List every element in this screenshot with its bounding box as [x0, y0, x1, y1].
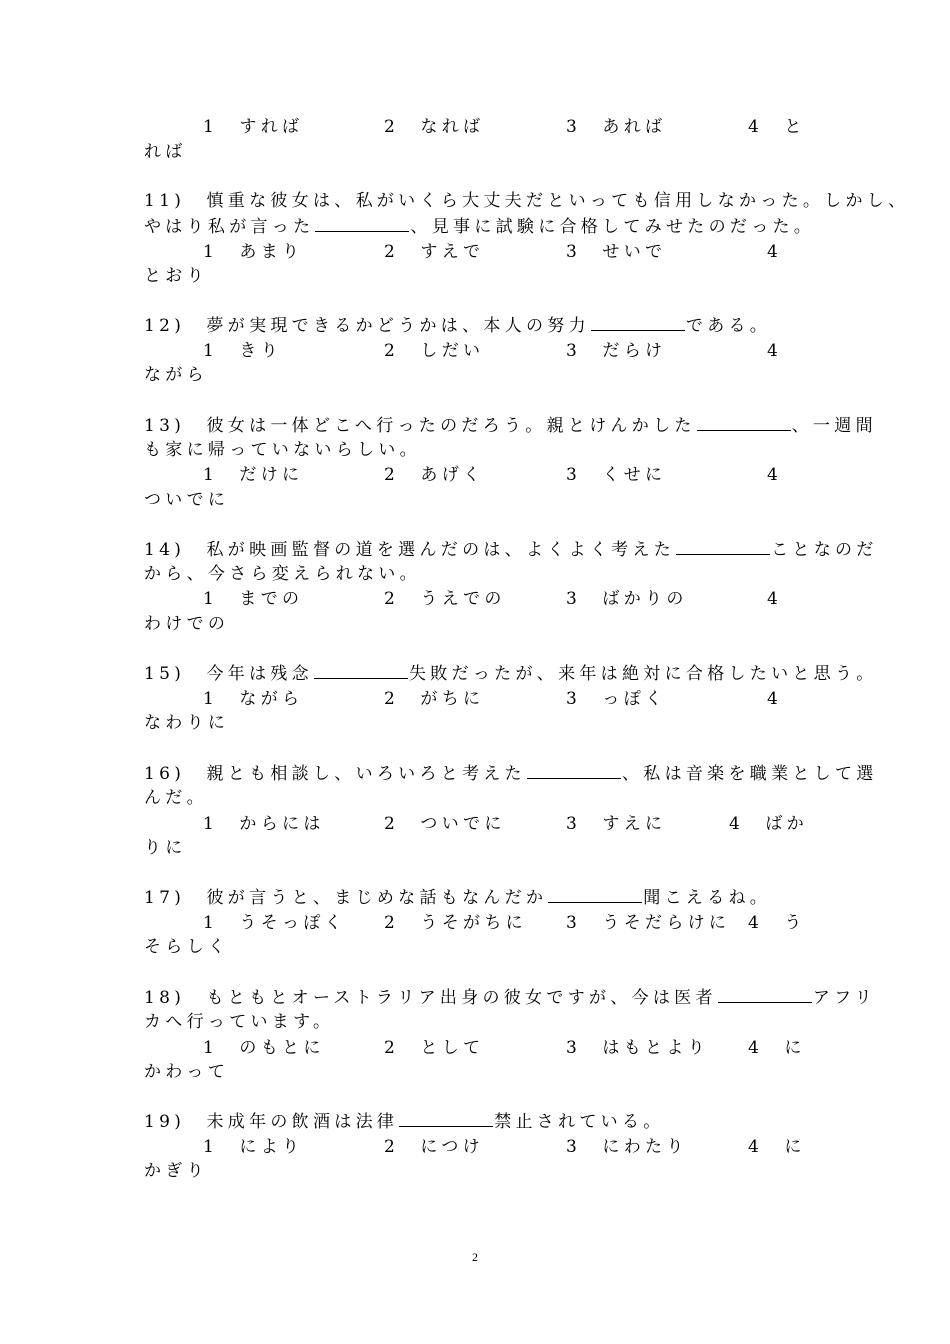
question-text: [144, 537, 878, 562]
answer-blank: [591, 313, 685, 331]
option-wrap: ながら: [144, 365, 208, 385]
question-text: [144, 786, 208, 810]
answer-blank: [548, 885, 642, 903]
question-number: 18): [144, 988, 186, 1008]
question-text-part: 、私は音楽を職業として選: [621, 764, 878, 784]
option-4: 4: [767, 689, 783, 709]
question-text-part: 彼が言うと、まじめな話もなんだか: [206, 888, 548, 908]
question-text-part: やはり私が言った: [144, 217, 315, 237]
question-text: [144, 214, 815, 239]
question-text: [144, 761, 878, 786]
option-4: 4 に: [748, 1137, 806, 1157]
option-wrap: ついでに: [144, 490, 230, 510]
question-text-part: 親とも相談し、いろいろと考えた: [206, 764, 526, 784]
question-text-part: 今年は残念: [206, 664, 313, 684]
question-number: 15): [144, 664, 186, 684]
question-number: 11): [144, 191, 186, 211]
option-wrap: わけでの: [144, 614, 230, 634]
question-text-part: 失敗だったが、来年は絶対に合格したいと思う。: [408, 664, 878, 684]
question-number: 17): [144, 888, 186, 908]
question-text-part: カへ行っています。: [144, 1012, 335, 1032]
option-4: 4 に: [748, 1038, 806, 1058]
question-text: [144, 1010, 334, 1034]
option-3: 3 せいで: [566, 242, 667, 262]
question-text-part: 彼女は一体どこへ行ったのだろう。親とけんかした: [206, 416, 696, 436]
option-3: 3 あれば: [566, 117, 667, 137]
answer-blank: [315, 214, 409, 232]
question-text-part: ことなのだ: [771, 540, 878, 560]
answer-blank: [718, 985, 812, 1003]
question-text-part: 禁止されている。: [494, 1112, 665, 1132]
question-text: [144, 985, 876, 1010]
question-text-part: 夢が実現できるかどうかは、本人の努力: [206, 316, 590, 336]
answer-blank: [697, 413, 791, 431]
question-text-part: も家に帰っていないらしい。: [144, 440, 421, 460]
option-3: 3 っぽく: [566, 689, 667, 709]
option-4: 4 う: [748, 913, 806, 933]
question-text-part: 未成年の飲酒は法律: [206, 1112, 399, 1132]
option-4: 4: [767, 341, 783, 361]
page-number: 2: [472, 1250, 478, 1264]
question-number: 14): [144, 540, 186, 560]
question-text: [144, 562, 421, 586]
option-3: 3 ばかりの: [566, 589, 688, 609]
option-wrap: とおり: [144, 266, 208, 286]
option-1: 1 うそっぽく: [203, 913, 346, 933]
option-1: 1 からには: [203, 814, 325, 834]
question-number: 16): [144, 764, 186, 784]
answer-blank: [399, 1109, 493, 1127]
answer-blank: [527, 761, 621, 779]
option-3: 3 だらけ: [566, 341, 667, 361]
question-number: 19): [144, 1112, 186, 1132]
option-1: 1 のもとに: [203, 1038, 325, 1058]
option-4: 4: [767, 589, 783, 609]
question-text-part: である。: [685, 316, 772, 336]
option-1: 1 あまり: [203, 242, 304, 262]
option-4: 4: [767, 465, 783, 485]
option-3: 3 はもとより: [566, 1038, 709, 1058]
option-2: 2 すえで: [384, 242, 485, 262]
option-1: 1 きり: [203, 341, 283, 361]
option-3: 3 くせに: [566, 465, 667, 485]
question-text: [144, 1109, 665, 1134]
answer-blank: [676, 537, 770, 555]
question-text: [144, 661, 878, 686]
question-number: 13): [144, 416, 186, 436]
option-4: 4: [767, 242, 783, 262]
option-3: 3 すえに: [566, 814, 667, 834]
option-2: 2 うえでの: [384, 589, 506, 609]
option-4: 4 と: [748, 117, 806, 137]
question-number: 12): [144, 316, 186, 336]
option-1: 1 により: [203, 1137, 304, 1157]
question-text: [144, 413, 877, 438]
question-text: [144, 313, 771, 338]
option-2: 2 あげく: [384, 465, 485, 485]
question-text-part: 私が映画監督の道を選んだのは、よくよく考えた: [206, 540, 676, 560]
question-text-part: 、見事に試験に合格してみせたのだった。: [410, 217, 816, 237]
option-3: 3 にわたり: [566, 1137, 688, 1157]
option-wrap: かわって: [144, 1062, 230, 1082]
option-1: 1 だけに: [203, 465, 304, 485]
option-2: 2 ついでに: [384, 814, 506, 834]
question-text-part: 慎重な彼女は、私がいくら大丈夫だといっても信用しなかった。しかし、: [206, 191, 910, 211]
question-text-part: 聞こえるね。: [643, 888, 772, 908]
option-2: 2 として: [384, 1038, 485, 1058]
question-text-part: 、一週間: [791, 416, 877, 436]
option-2: 2 なれば: [384, 117, 485, 137]
option-2: 2 しだい: [384, 341, 485, 361]
option-2: 2 うそがちに: [384, 913, 527, 933]
question-text-part: アフリ: [812, 988, 877, 1008]
option-wrap: なわりに: [144, 713, 230, 733]
question-text: [144, 885, 771, 910]
option-1: 1 すれば: [203, 117, 304, 137]
answer-blank: [314, 661, 408, 679]
question-text: [144, 438, 421, 462]
option-wrap: そらしく: [144, 937, 230, 957]
option-4: 4 ばか: [729, 814, 809, 834]
option-1: 1 までの: [203, 589, 304, 609]
option-3: 3 うそだらけに: [566, 913, 731, 933]
option-2: 2 がちに: [384, 689, 485, 709]
option-2: 2 につけ: [384, 1137, 484, 1157]
option-wrap: れば: [144, 142, 187, 162]
question-text-part: から、今さら変えられない。: [144, 564, 421, 584]
option-1: 1 ながら: [203, 689, 304, 709]
question-text-part: んだ。: [144, 788, 208, 808]
option-wrap: りに: [144, 838, 187, 858]
option-wrap: かぎり: [144, 1161, 208, 1181]
question-text-part: もともとオーストラリア出身の彼女ですが、今は医者: [206, 988, 717, 1008]
question-text: [144, 189, 909, 213]
